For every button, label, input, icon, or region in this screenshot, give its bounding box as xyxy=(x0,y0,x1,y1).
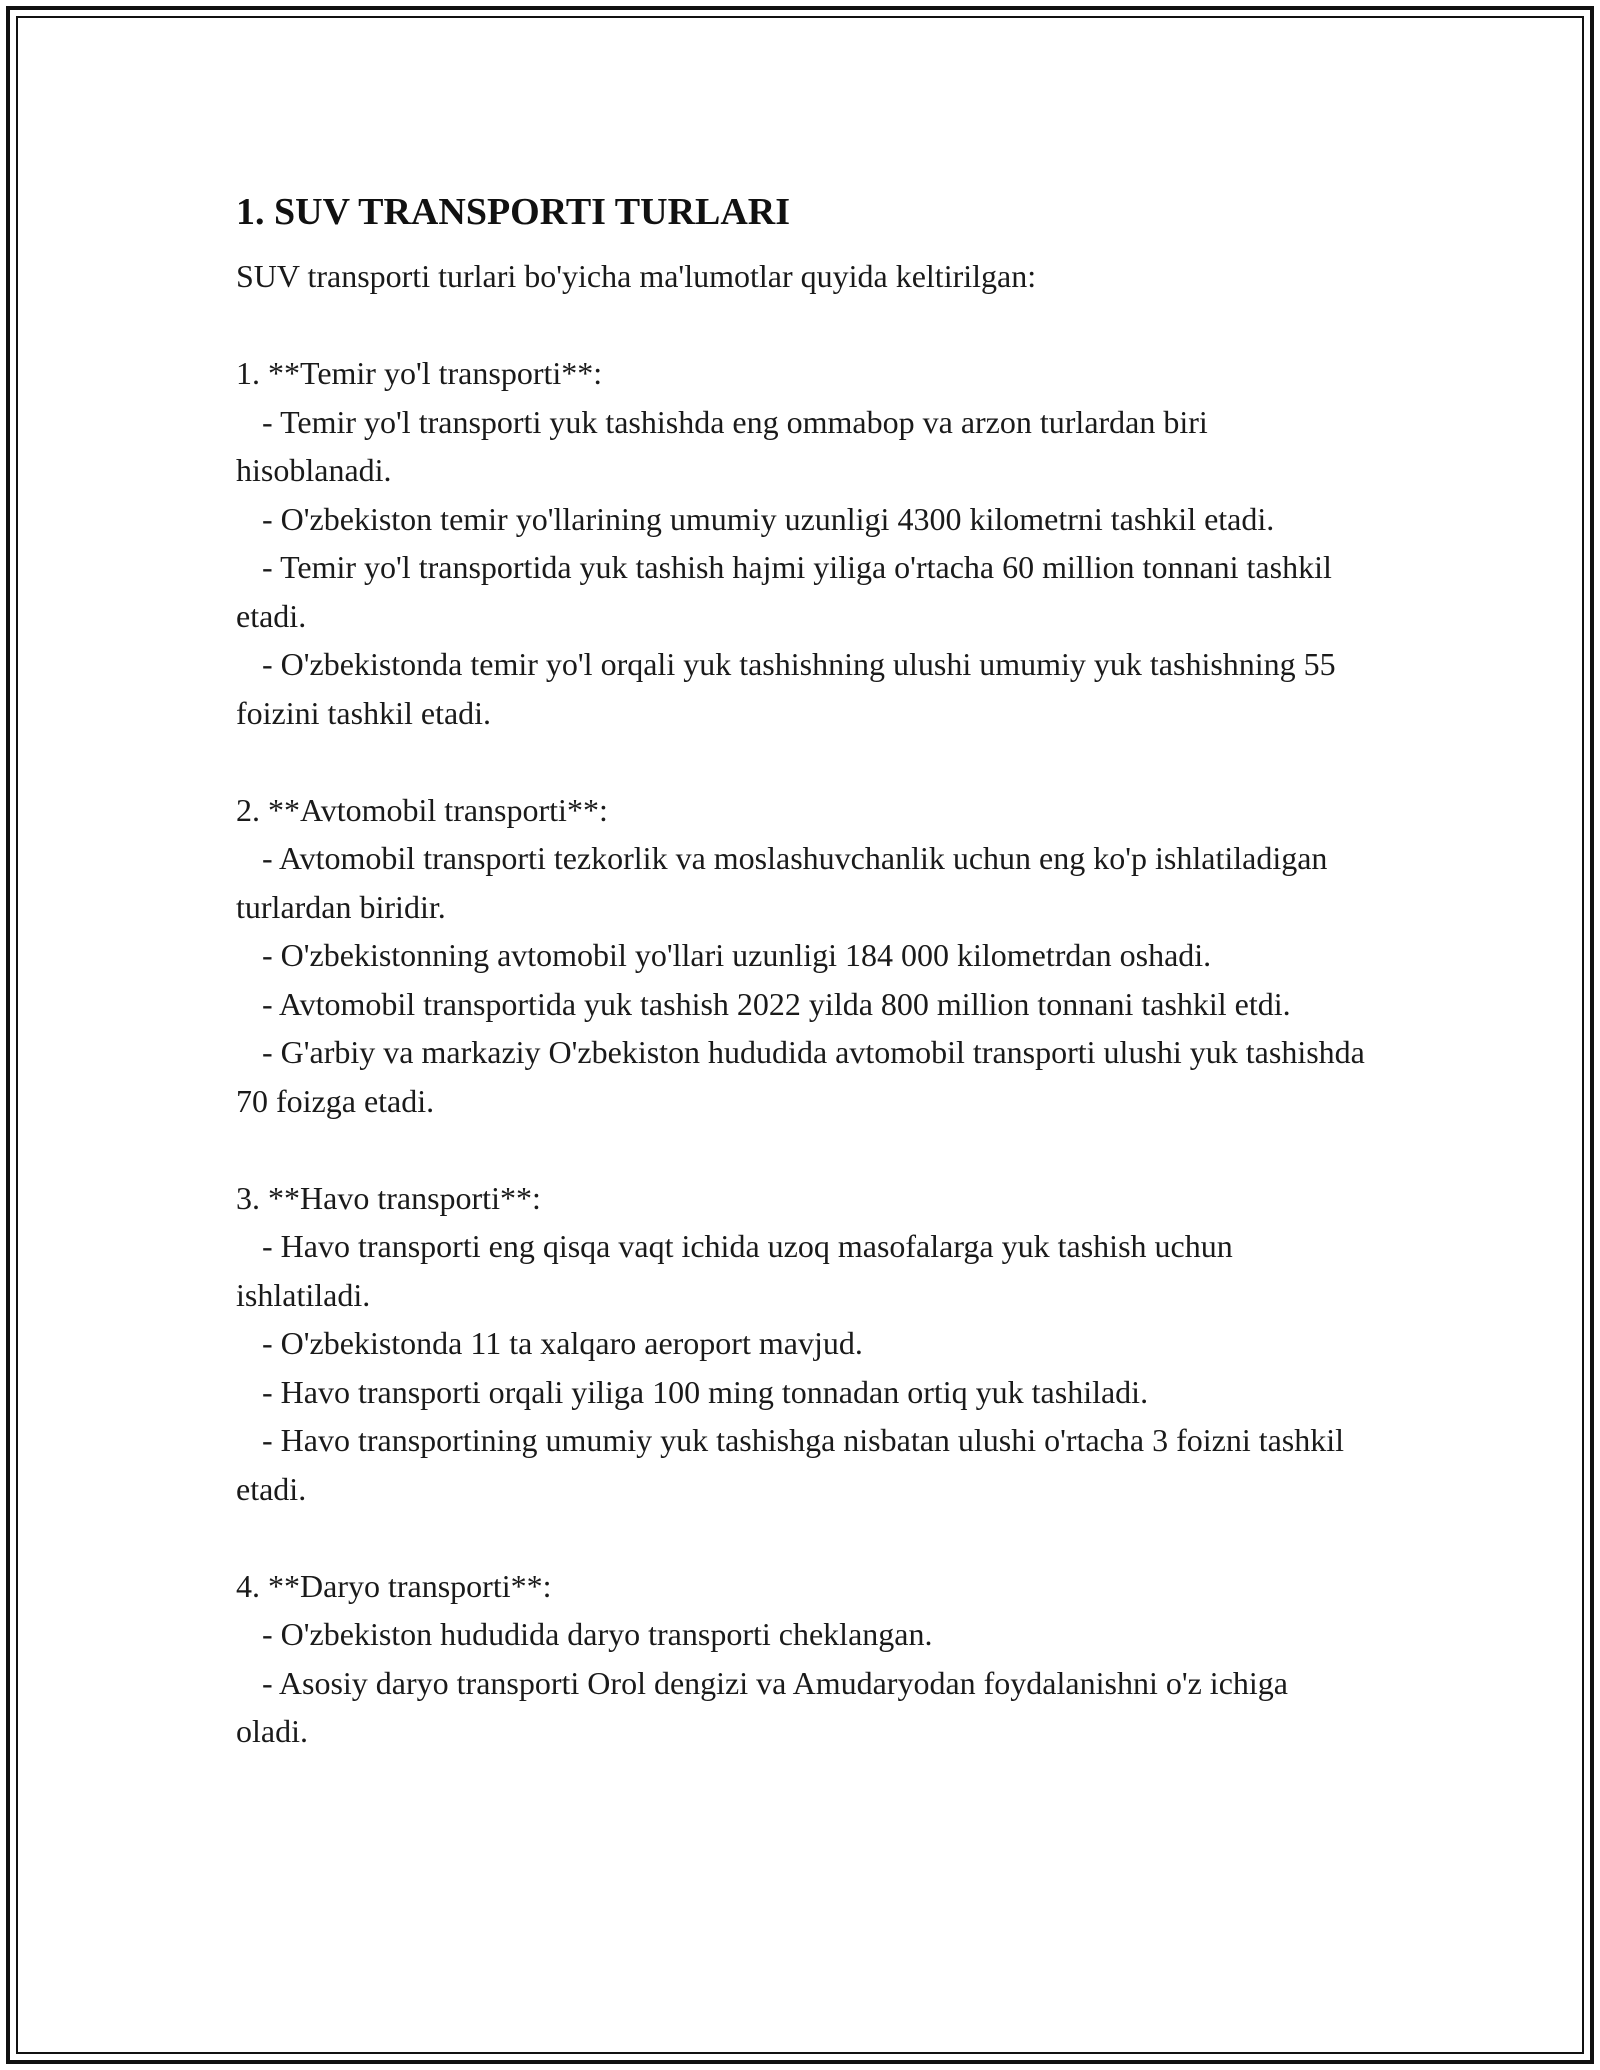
section-air-transport xyxy=(236,1174,1366,1514)
list-item: - Temir yo'l transportida yuk tashish hajmi yiliga o'rtacha 60 million tonnani tashkil etadi. xyxy=(236,549,1332,634)
list-item: - Avtomobil transportida yuk tashish 2022 yilda 800 million tonnani tashkil etdi. xyxy=(262,985,1291,1022)
section-rail-transport xyxy=(236,349,1366,737)
section-river-transport xyxy=(236,1562,1366,1756)
list-item: - Havo transporti orqali yiliga 100 ming tonnadan ortiq yuk tashiladi. xyxy=(262,1373,1149,1410)
section-heading: 1. **Temir yo'l transporti**: xyxy=(236,355,603,391)
document-title: 1. SUV TRANSPORTI TURLARI xyxy=(236,191,791,233)
list-item: - Havo transporti eng qisqa vaqt ichida uzoq masofalarga yuk tashish uchun ishlatiladi. xyxy=(236,1228,1233,1313)
list-item: - Asosiy daryo transporti Orol dengizi va Amudaryodan foydalanishni o'z ichiga oladi. xyxy=(236,1664,1288,1749)
section-heading: 4. **Daryo transporti**: xyxy=(236,1567,552,1604)
list-item: - Havo transportining umumiy yuk tashishga nisbatan ulushi o'rtacha 3 foizni tashkil etadi. xyxy=(236,1422,1345,1507)
list-item: - Avtomobil transporti tezkorlik va moslashuvchanlik uchun eng ko'p ishlatiladigan turlardan biridir. xyxy=(236,840,1328,925)
list-item: - O'zbekistonda temir yo'l orqali yuk tashishning ulushi umumiy yuk tashishning 55 foizini tashkil etadi. xyxy=(236,646,1336,731)
section-heading: 3. **Havo transporti**: xyxy=(236,1179,541,1216)
section-heading: 2. **Avtomobil transporti**: xyxy=(236,791,608,828)
list-item: - O'zbekistonda 11 ta xalqaro aeroport mavjud. xyxy=(262,1325,863,1361)
list-item: - G'arbiy va markaziy O'zbekiston hududida avtomobil transporti ulushi yuk tashishda 70 foizga etadi. xyxy=(236,1034,1365,1119)
list-item: - Temir yo'l transporti yuk tashishda eng ommabop va arzon turlardan biri hisoblanadi. xyxy=(236,403,1208,488)
intro-paragraph: SUV transporti turlari bo'yicha ma'lumotlar quyida keltirilgan: xyxy=(236,258,1037,294)
section-road-transport xyxy=(236,786,1366,1126)
document-page xyxy=(236,186,1366,1756)
list-item: - O'zbekiston hududida daryo transporti cheklangan. xyxy=(262,1616,933,1652)
list-item: - O'zbekiston temir yo'llarining umumiy uzunligi 4300 kilometrni tashkil etadi. xyxy=(262,500,1275,537)
list-item: - O'zbekistonning avtomobil yo'llari uzunligi 184 000 kilometrdan oshadi. xyxy=(262,937,1212,973)
